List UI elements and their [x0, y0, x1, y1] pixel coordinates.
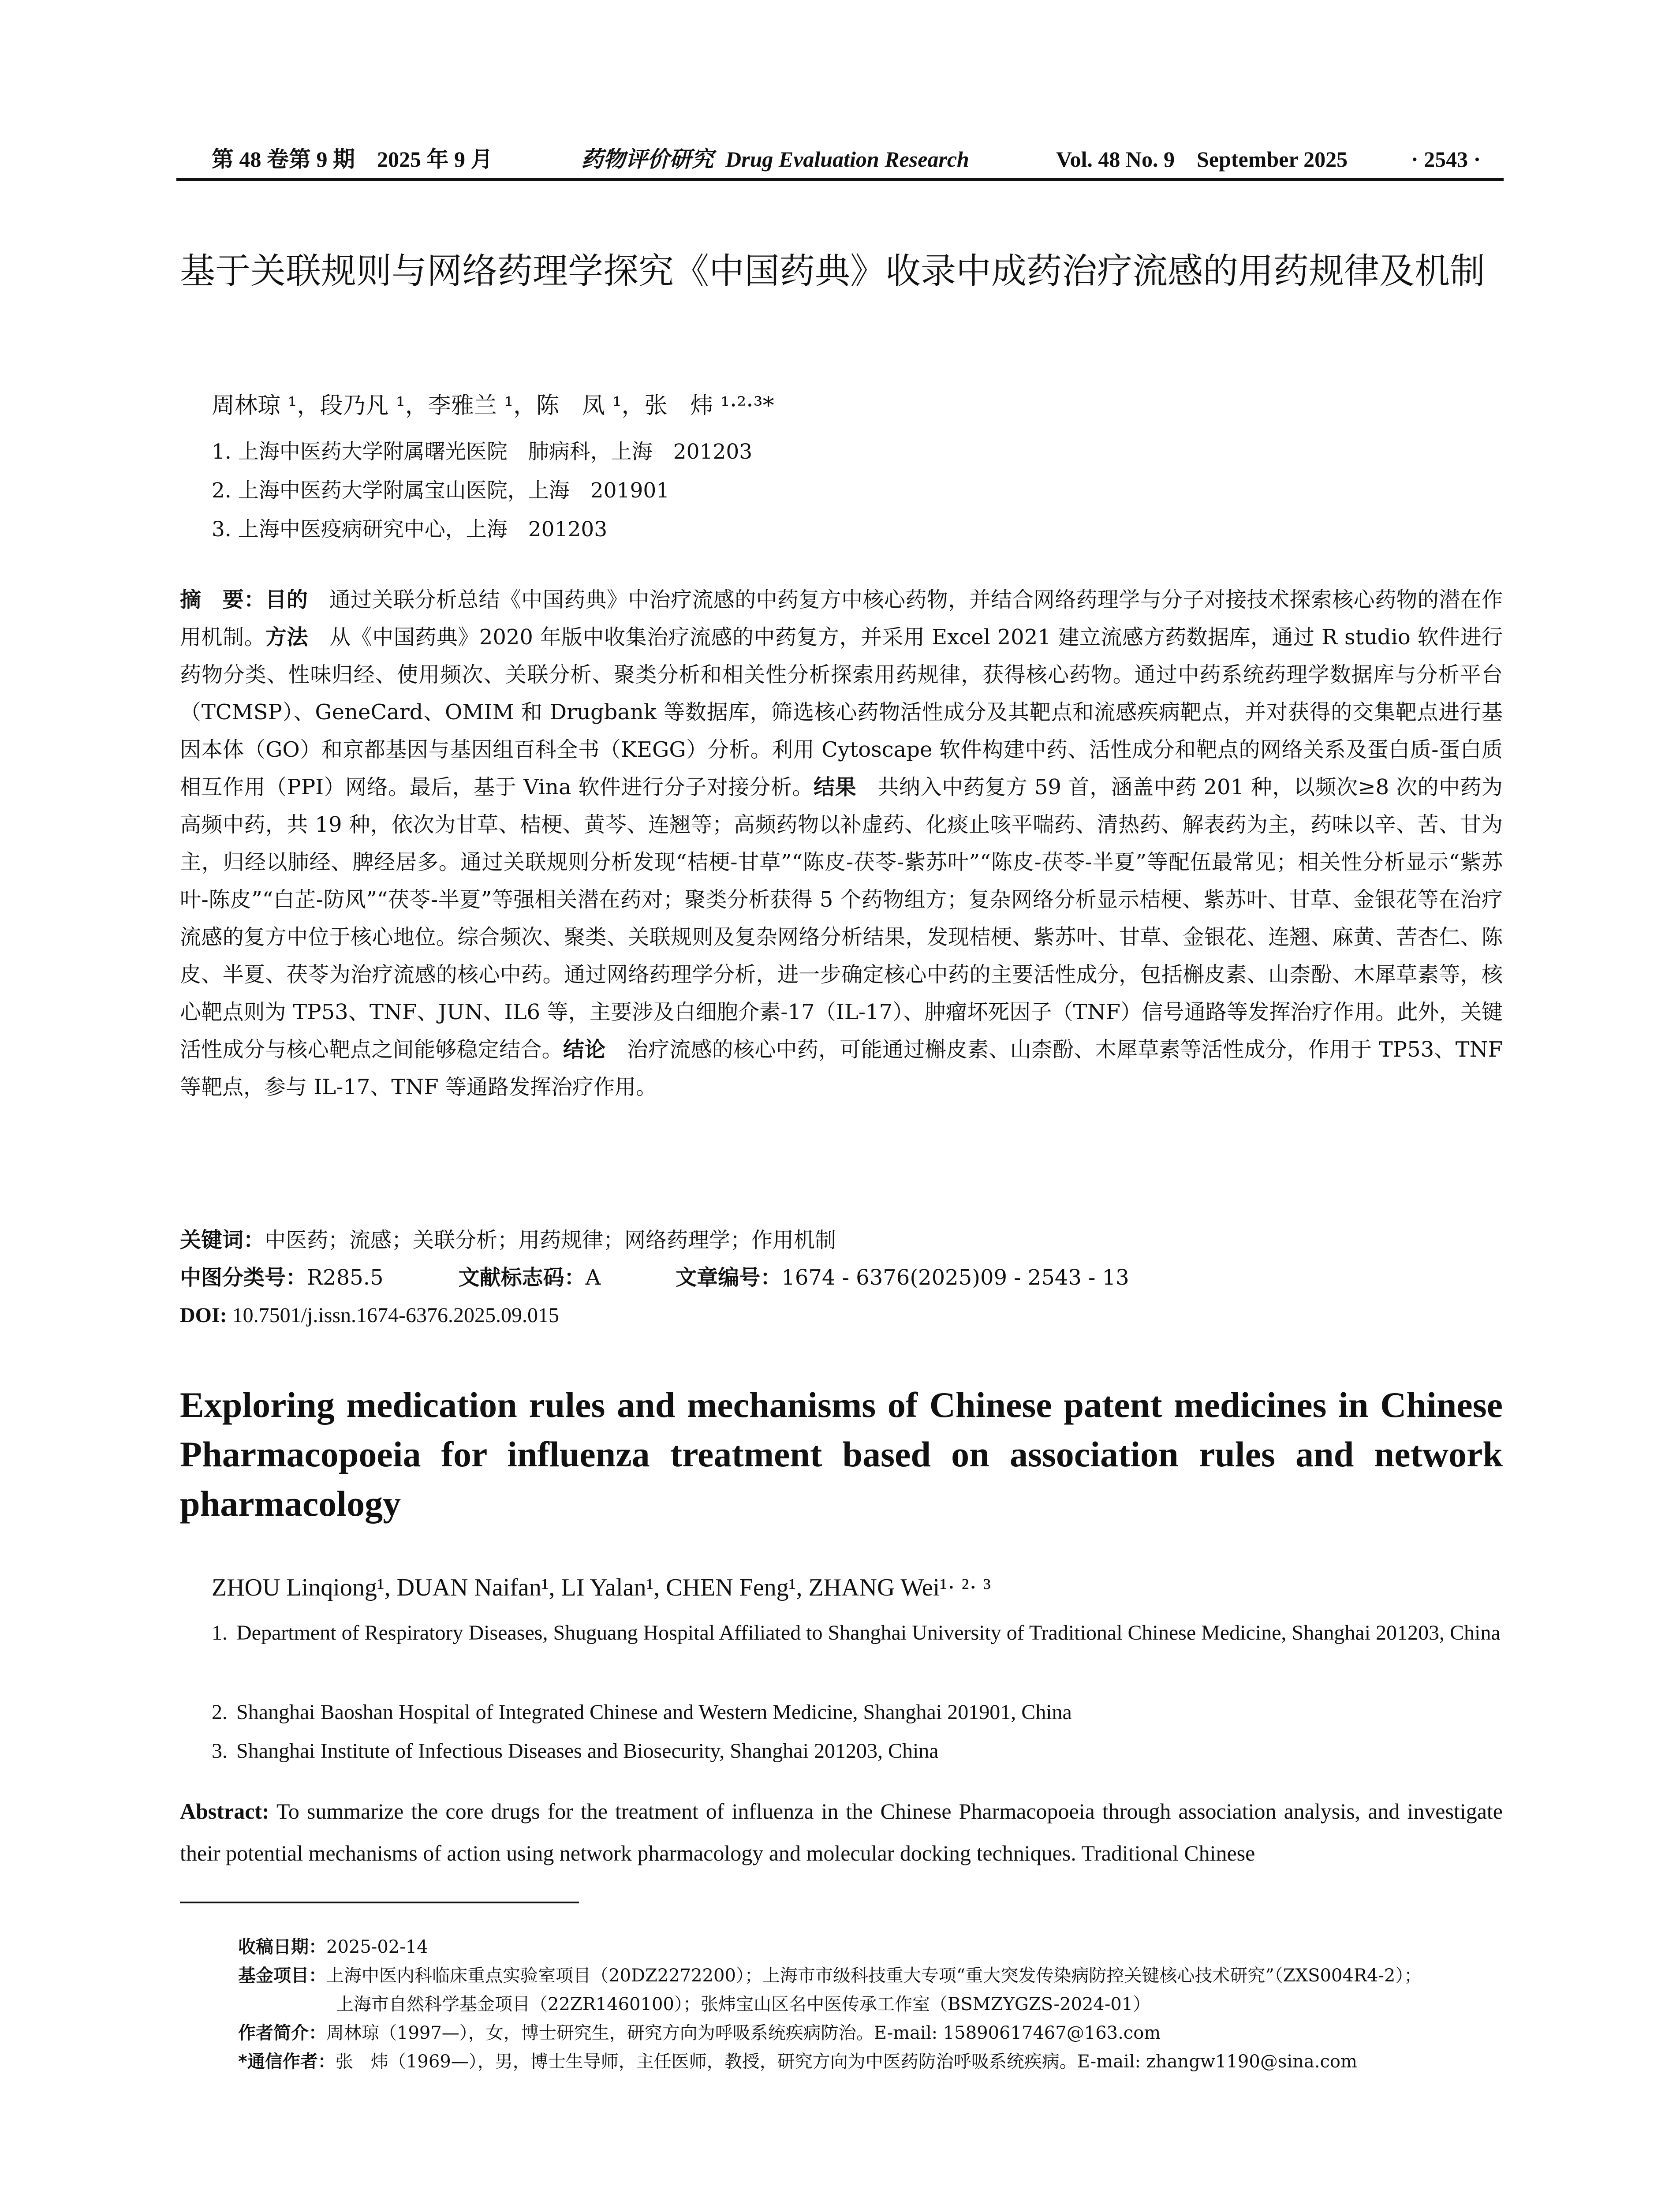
- affiliation-cn-3: 3. 上海中医疫病研究中心，上海 201203: [212, 517, 608, 542]
- affiliation-en-1: [212, 1614, 1504, 1652]
- keywords-text: 中医药；流感；关联分析；用药规律；网络药理学；作用机制: [265, 1228, 836, 1252]
- affiliation-text: Department of Respiratory Diseases, Shuguang Hospital Affiliated to Shanghai University of Traditional Chinese Medicine, Shanghai 201203, China: [236, 1621, 1501, 1644]
- keywords-line: [180, 1224, 836, 1257]
- abstract-cn: [180, 581, 1503, 1106]
- affiliation-number: 3.: [212, 1739, 228, 1763]
- article-title-cn: 基于关联规则与网络药理学探究《中国药典》收录中成药治疗流感的用药规律及机制: [180, 250, 1485, 292]
- clc-label: 中图分类号：: [180, 1265, 307, 1290]
- header-divider: [176, 178, 1504, 181]
- footnote-author: [238, 2020, 1161, 2046]
- article-no-value: 1674 - 6376(2025)09 - 2543 - 13: [781, 1265, 1129, 1290]
- abstract-en-label: Abstract:: [180, 1799, 269, 1824]
- page-number: · 2543 ·: [1411, 147, 1481, 172]
- journal-logo: 药物评价研究: [581, 146, 713, 172]
- abstract-en-text: To summarize the core drugs for the treatment of influenza in the Chinese Pharmacopoeia through association analysis, and investigate their potential mechanisms of action using network pharmacology and molecular docking techniques. Traditional Chinese: [180, 1799, 1503, 1865]
- footnote-received: [238, 1934, 428, 1960]
- received-label: 收稿日期：: [238, 1937, 326, 1957]
- journal-name-en: Drug Evaluation Research: [725, 147, 969, 172]
- affiliation-text: Shanghai Institute of Infectious Diseases and Biosecurity, Shanghai 201203, China: [236, 1739, 939, 1763]
- header-issue-cn: 第 48 卷第 9 期 2025 年 9 月: [212, 147, 493, 172]
- affiliation-cn-1: 1. 上海中医药大学附属曙光医院 肺病科，上海 201203: [212, 440, 753, 464]
- result-text: 共纳入中药复方 59 首，涵盖中药 201 种，以频次≥8 次的中药为高频中药，共 19 种，依次为甘草、桔梗、黄芩、连翘等；高频药物以补虚药、化痰止咳平喘药、清热药、解表药为主，药味以辛、苦、甘为主，归经以肺经、脾经居多。通过关联规则分析发现“桔梗-甘草”“陈皮-茯苓-紫苏叶”“陈皮-茯苓-半夏”等配伍最常见；相关性分析显示“紫苏叶-陈皮”“白芷-防风”“茯苓-半夏”等强相关潜在药对；聚类分析获得 5 个药物组方；复杂网络分析显示桔梗、紫苏叶、甘草、金银花等在治疗流感的复方中位于核心地位。综合频次、聚类、关联规则及复杂网络分析结果，发现桔梗、紫苏叶、甘草、金银花、连翘、麻黄、苦杏仁、陈皮、半夏、茯苓为治疗流感的核心中药。通过网络药理学分析，进一步确定核心中药的主要活性成分，包括槲皮素、山柰酚、木犀草素等，核心靶点则为 TP53、TNF、JUN、IL6 等，主要涉及白细胞介素-17（IL-17）、肿瘤坏死因子（TNF）信号通路等发挥治疗作用。此外，关键活性成分与核心靶点之间能够稳定结合。: [180, 775, 1503, 1062]
- footnote-fund-cont: 上海市自然科学基金项目（22ZR1460100）；张炜宝山区名中医传承工作室（BSMZYGZS-2024-01）: [336, 1994, 1151, 2014]
- classification-line: [180, 1261, 1129, 1294]
- article-no-label: 文章编号：: [676, 1265, 782, 1290]
- doi-value[interactable]: 10.7501/j.issn.1674-6376.2025.09.015: [227, 1304, 560, 1327]
- keywords-label: 关键词：: [180, 1228, 265, 1252]
- affiliation-cn-2: 2. 上海中医药大学附属宝山医院，上海 201901: [212, 478, 670, 503]
- method-text: 从《中国药典》2020 年版中收集治疗流感的中药复方，并采用 Excel 2021 建立流感方药数据库，通过 R studio 软件进行药物分类、性味归经、使用频次、关联分析、聚类分析和相关性分析探索用药规律，获得核心药物。通过中药系统药理学数据库与分析平台（TCMSP）、GeneCard、OMIM 和 Drugbank 等数据库，筛选核心药物活性成分及其靶点和流感疾病靶点，并对获得的交集靶点进行基因本体（GO）和京都基因与基因组百科全书（KEGG）分析。利用 Cytoscape 软件构建中药、活性成分和靶点的网络关系及蛋白质-蛋白质相互作用（PPI）网络。最后，基于 Vina 软件进行分子对接分析。: [180, 625, 1503, 800]
- conclusion-label: 结论: [563, 1037, 606, 1062]
- footnote-corresponding: [238, 2048, 1357, 2075]
- running-header: [176, 140, 1504, 178]
- doc-code-value: A: [585, 1265, 601, 1290]
- footnote-fund: [238, 1962, 1422, 1989]
- corresponding-text: 张 炜（1969—），男，博士生导师，主任医师，教授，研究方向为中医药防治呼吸系统疾病。E-mail: zhangw1190@sina.com: [335, 2052, 1357, 2072]
- affiliation-text: Shanghai Baoshan Hospital of Integrated Chinese and Western Medicine, Shanghai 201901, China: [236, 1700, 1072, 1724]
- author-list-en: ZHOU Linqiong¹, DUAN Naifan¹, LI Yalan¹, CHEN Feng¹, ZHANG Wei¹· ²· ³: [212, 1574, 991, 1601]
- author-list-cn: 周林琼 ¹，段乃凡 ¹，李雅兰 ¹，陈 凤 ¹，张 炜 ¹·²·³*: [212, 392, 774, 419]
- fund-label: 基金项目：: [238, 1966, 326, 1986]
- fund-text-1: 上海中医内科临床重点实验室项目（20DZ2272200）；上海市市级科技重大专项“重大突发传染病防控关键核心技术研究”（ZXS004R4-2）；: [326, 1966, 1422, 1986]
- doi-line: [180, 1299, 559, 1332]
- article-title-en: Exploring medication rules and mechanisms of Chinese patent medicines in Chinese Pharmacopoeia for influenza treatment based on association rules and network pharmacology: [180, 1385, 1503, 1524]
- objective-text: 通过关联分析总结《中国药典》中治疗流感的中药复方中核心药物，并结合网络药理学与分子对接技术探索核心药物的潜在作用机制。: [180, 587, 1503, 650]
- footnote-divider: [180, 1902, 579, 1903]
- abstract-en: [180, 1790, 1503, 1874]
- affiliation-number: 2.: [212, 1700, 228, 1724]
- author-bio-label: 作者简介：: [238, 2023, 326, 2043]
- conclusion-text: 治疗流感的核心中药，可能通过槲皮素、山柰酚、木犀草素等活性成分，作用于 TP53、TNF 等靶点，参与 IL-17、TNF 等通路发挥治疗作用。: [180, 1037, 1503, 1099]
- clc-value: R285.5: [307, 1265, 384, 1290]
- affiliation-en-3: [212, 1732, 1504, 1770]
- doi-label: DOI:: [180, 1304, 227, 1327]
- received-date: 2025-02-14: [326, 1937, 428, 1957]
- author-bio-text: 周林琼（1997—），女，博士研究生，研究方向为呼吸系统疾病防治。E-mail: 15890617467@163.com: [326, 2023, 1161, 2043]
- affiliation-en-2: [212, 1693, 1504, 1731]
- method-label: 方法: [265, 625, 308, 650]
- doc-code-label: 文献标志码：: [458, 1265, 586, 1290]
- result-label: 结果: [814, 775, 857, 800]
- corresponding-label: *通信作者：: [238, 2052, 336, 2072]
- affiliation-number: 1.: [212, 1621, 228, 1644]
- objective-label: 目的: [265, 587, 308, 612]
- abstract-label: 摘 要：: [180, 587, 265, 612]
- header-issue-en: Vol. 48 No. 9 September 2025: [1056, 147, 1348, 172]
